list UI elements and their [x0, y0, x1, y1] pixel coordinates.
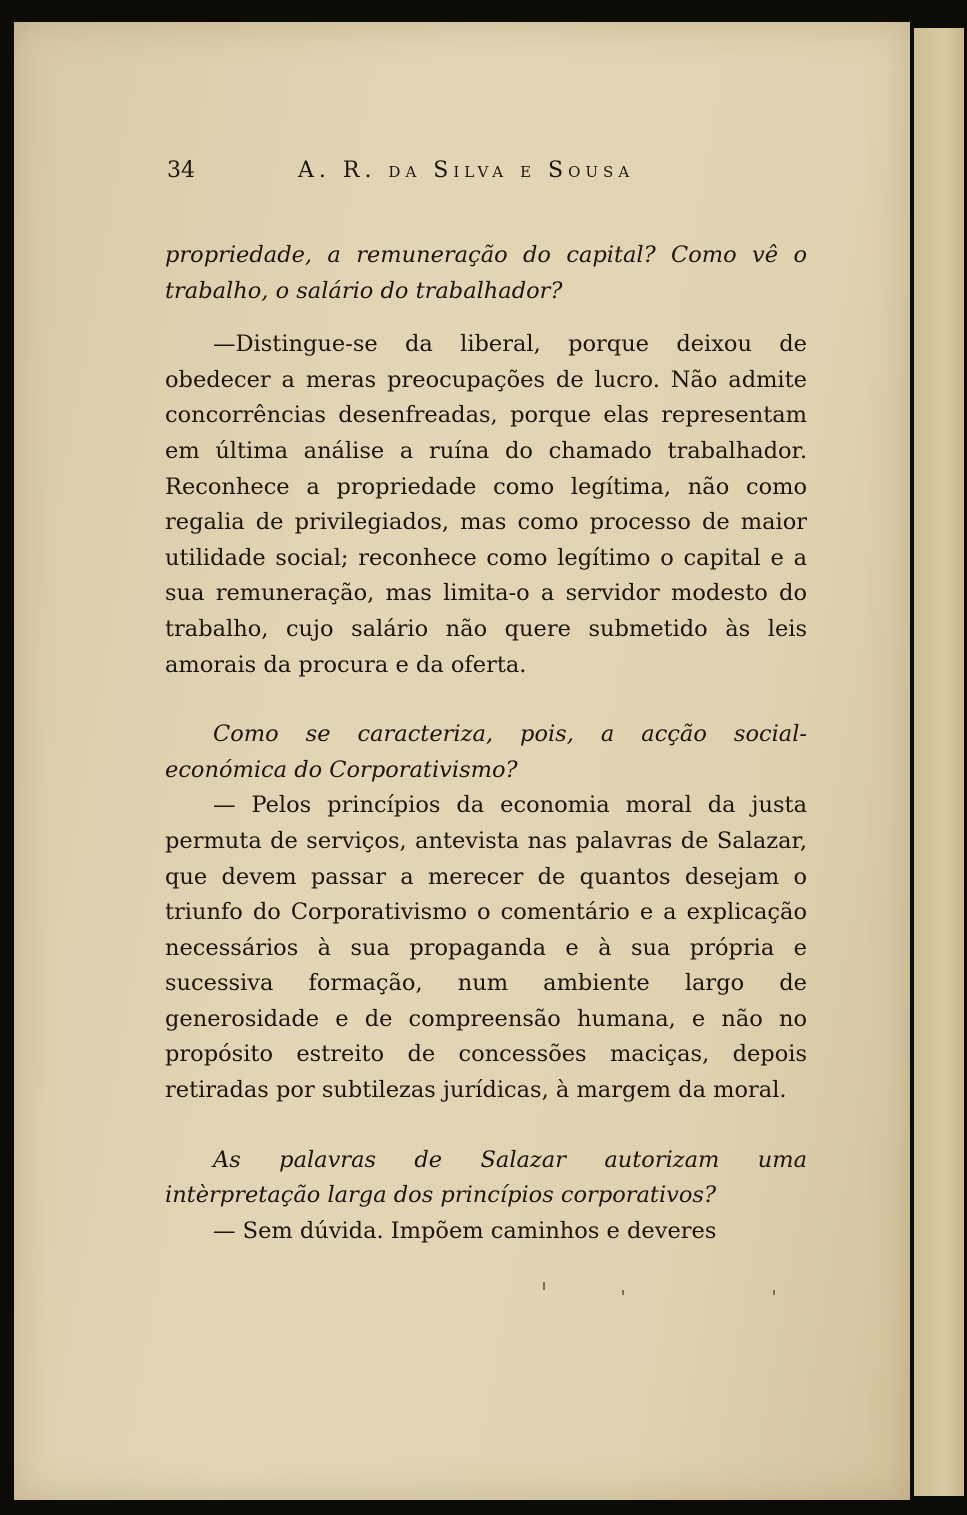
question-paragraph: Como se caracteriza, pois, a acção social-económica do Corporativismo? [165, 721, 807, 783]
question-continued: propriedade, a remuneração do capital? Como vê o trabalho, o salário do trabalhador? [165, 242, 807, 304]
running-head: A. R. da Silva e Sousa [298, 158, 635, 183]
question-paragraph: As palavras de Salazar autorizam uma intèrpretação larga dos princípios corporativos? [165, 1146, 807, 1209]
print-speck [622, 1290, 624, 1295]
adjacent-page-edge [914, 28, 964, 1496]
print-speck [543, 1282, 545, 1290]
page-number: 34 [167, 158, 195, 183]
page-header [167, 158, 807, 192]
answer-paragraph: — Pelos princípios da economia moral da justa permuta de serviços, antevista nas palavras de Salazar, que devem passar a merecer de quantos desejam o triunfo do Corporativismo o comentário e a explicação necessários à sua propaganda e à sua própria e sucessiva formação, num ambiente largo de generosidade e de compreensão humana, e não no propósito estreito de concessões maciças, depois retiradas por subtilezas jurídicas, à margem da moral. [165, 792, 807, 1104]
answer-paragraph-partial: — Sem dúvida. Impõem caminhos e deveres [213, 1217, 717, 1244]
answer-paragraph: —Distingue-se da liberal, porque deixou de obedecer a meras preocupações de lucro. Não admite concorrências desenfreadas, porque elas representam em última análise a ruína do chamado trabalhador. Reconhece a propriedade como legítima, não como regalia de privilegiados, mas como processo de maior utilidade social; reconhece como legítimo o capital e a sua remuneração, mas limita-o a servidor modesto do trabalho, cujo salário não quere submetido às leis amorais da procura e da oferta. [165, 331, 807, 678]
body-text [165, 238, 807, 1249]
print-speck [773, 1290, 775, 1295]
